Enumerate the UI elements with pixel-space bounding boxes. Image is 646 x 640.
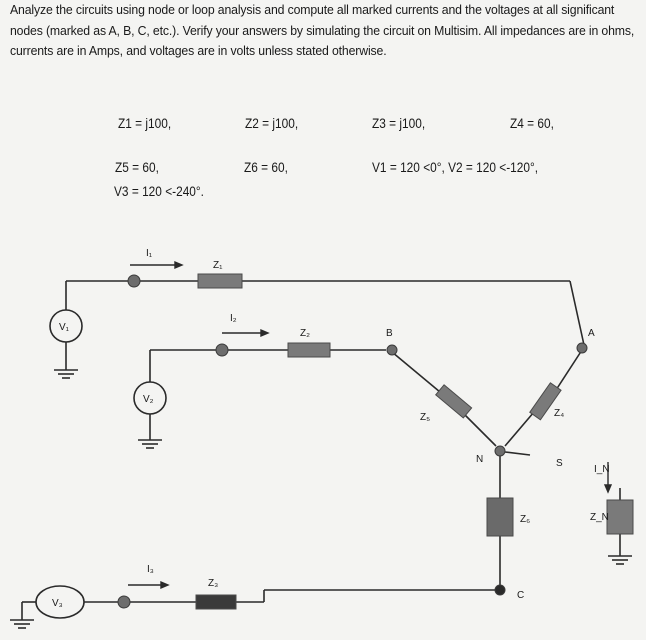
impedance-z2 (288, 343, 330, 357)
node-n (495, 446, 505, 456)
param-z3: Z3 = j100, (372, 116, 426, 131)
param-z1: Z1 = j100, (118, 116, 172, 131)
label-z3: Z₃ (208, 578, 219, 589)
param-v1-v2: V1 = 120 <0°, V2 = 120 <-120°, (372, 160, 539, 175)
label-z1: Z₁ (213, 260, 223, 271)
label-i1: I₁ (146, 248, 153, 259)
label-v2: V₂ (143, 394, 154, 405)
label-z4: Z₄ (554, 408, 565, 419)
probe-i2 (216, 344, 228, 356)
node-c (495, 585, 505, 595)
label-v1: V₁ (59, 322, 70, 333)
label-i3: I₃ (147, 564, 154, 575)
label-s: S (556, 458, 563, 469)
label-n: N (476, 454, 484, 465)
label-in: I_N (594, 464, 610, 475)
impedance-z6 (487, 498, 513, 536)
impedance-zn (607, 500, 633, 534)
param-v3: V3 = 120 <-240°. (114, 184, 204, 199)
label-i2: I₂ (230, 313, 237, 324)
label-a: A (588, 328, 595, 339)
label-z2: Z₂ (300, 328, 310, 339)
param-z2: Z2 = j100, (245, 116, 299, 131)
param-z5: Z5 = 60, (115, 160, 159, 175)
impedance-z3 (196, 595, 236, 609)
impedance-z5 (436, 385, 472, 418)
label-c: C (517, 590, 525, 601)
param-z6: Z6 = 60, (244, 160, 288, 175)
impedance-z1 (198, 274, 242, 288)
problem-statement: Analyze the circuits using node or loop analysis and compute all marked currents and the voltages at all significant nodes (marked as A, B, C, etc.). Verify your answers by simulating the circuit on Multisim. All impedances are in ohms, currents are in Amps, and voltages are in volts unless stated otherwise. (10, 2, 635, 58)
label-b: B (386, 328, 393, 339)
probe-i1 (128, 275, 140, 287)
node-b (387, 345, 397, 355)
label-z6: Z₆ (520, 514, 531, 525)
label-z5: Z₅ (420, 412, 431, 423)
probe-i3 (118, 596, 130, 608)
param-z4: Z4 = 60, (510, 116, 554, 131)
label-v3: V₃ (52, 598, 63, 609)
label-zn: Z_N (590, 512, 609, 523)
node-a (577, 343, 587, 353)
